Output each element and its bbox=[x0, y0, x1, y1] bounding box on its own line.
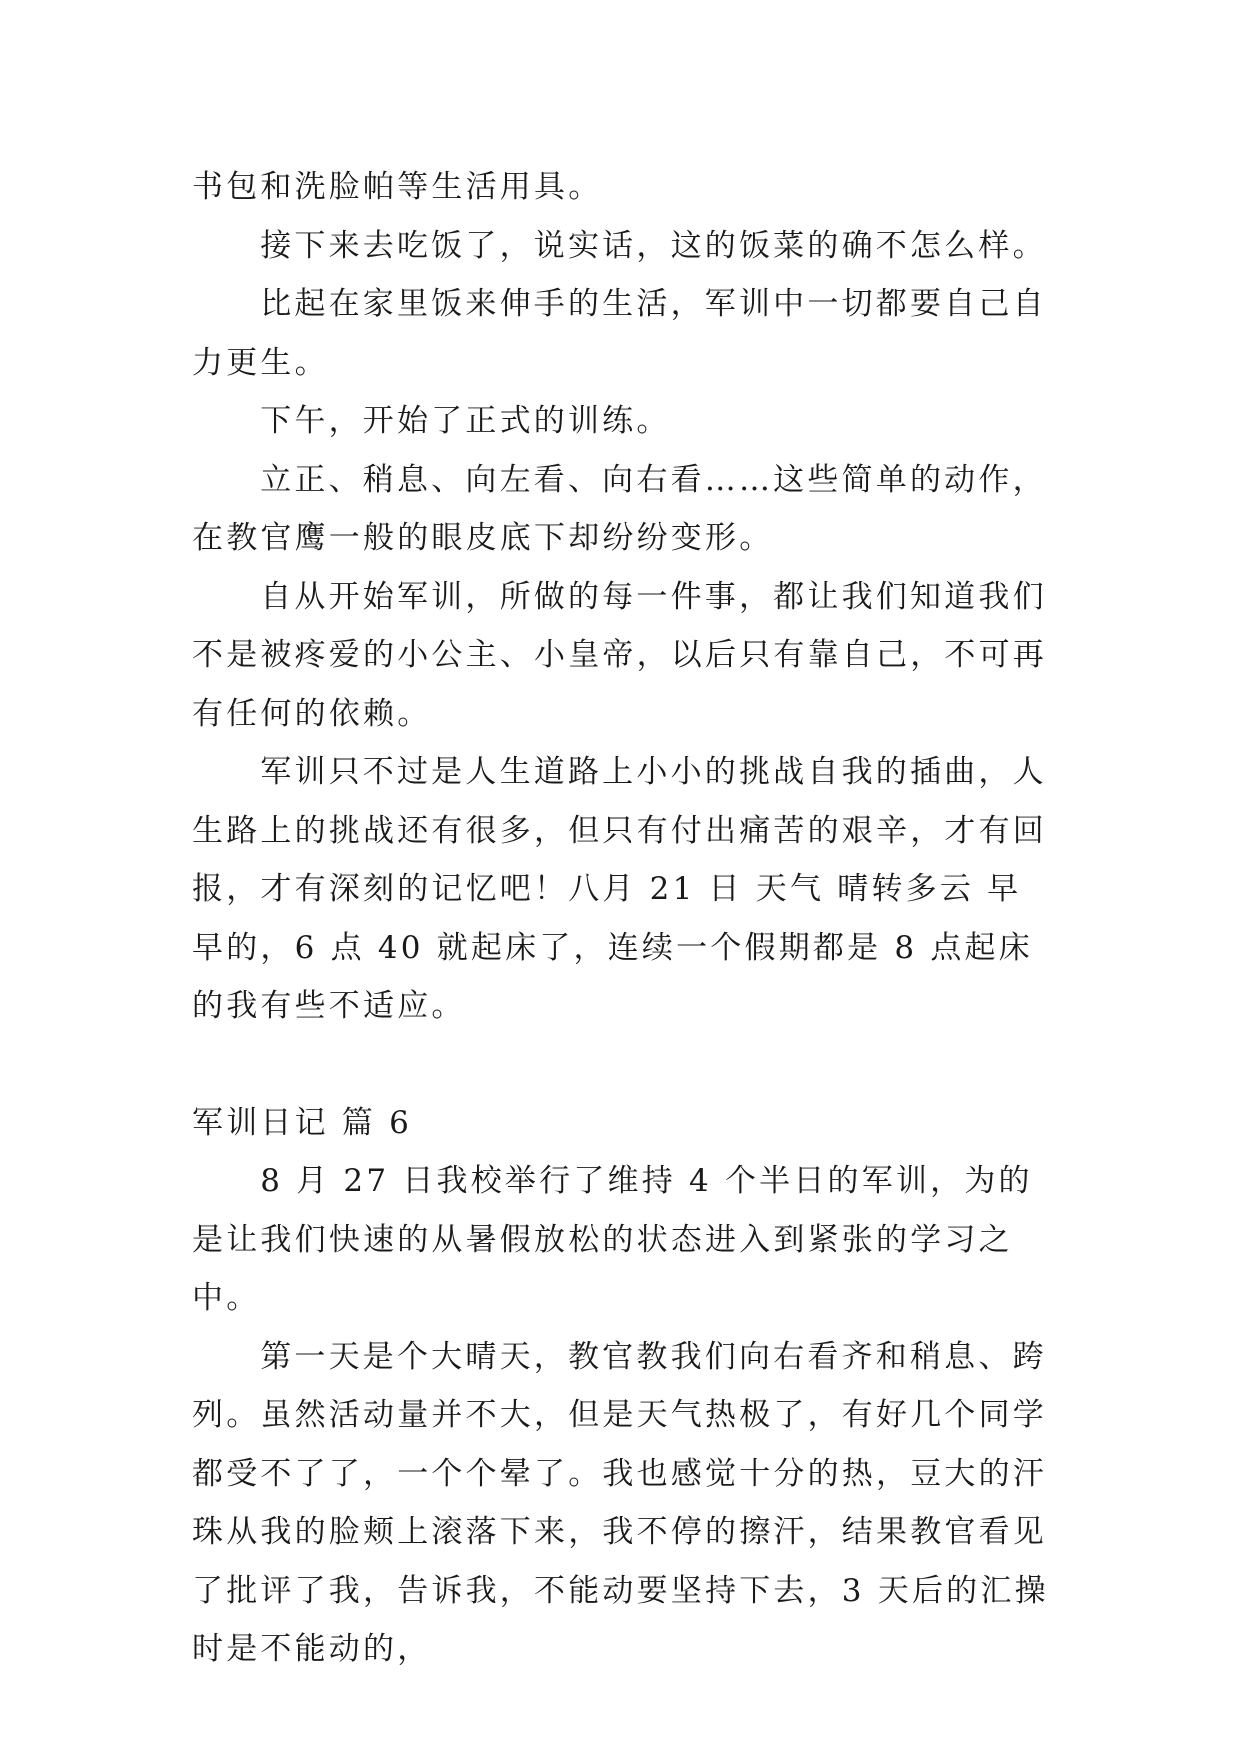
section-gap bbox=[192, 1036, 1052, 1094]
section-heading: 军训日记 篇 6 bbox=[192, 1104, 413, 1141]
paragraph: 书包和洗脸帕等生活用具。 bbox=[192, 169, 603, 205]
paragraph: 8 月 27 日我校举行了维持 4 个半日的军训，为的是让我们快速的从暑假放松的状态进入到紧张的学习之中。 bbox=[192, 1163, 1033, 1316]
paragraph: 下午，开始了正式的训练。 bbox=[260, 403, 671, 439]
document-body bbox=[192, 158, 1052, 1679]
paragraph-group-before bbox=[192, 158, 1052, 1036]
paragraph: 立正、稍息、向左看、向右看……这些简单的动作，在教官鹰一般的眼皮底下却纷纷变形。 bbox=[192, 461, 1047, 556]
paragraph-group-after bbox=[192, 1152, 1052, 1679]
paragraph: 军训只不过是人生道路上小小的挑战自我的插曲，人生路上的挑战还有很多，但只有付出痛苦的艰辛，才有回报，才有深刻的记忆吧！八月 21 日 天气 晴转多云 早早的，6 点 40 就起床了，连续一个假期都是 8 点起床的我有些不适应。 bbox=[192, 754, 1047, 1024]
paragraph: 第一天是个大晴天，教官教我们向右看齐和稍息、跨列。虽然活动量并不大，但是天气热极了，有好几个同学都受不了了，一个个晕了。我也感觉十分的热，豆大的汗珠从我的脸颊上滚落下来，我不停的擦汗，结果教官看见了批评了我，告诉我，不能动要坚持下去，3 天后的汇操时是不能动的， bbox=[192, 1338, 1049, 1667]
paragraph: 比起在家里饭来伸手的生活，军训中一切都要自己自力更生。 bbox=[192, 286, 1047, 381]
paragraph: 接下来去吃饭了，说实话，这的饭菜的确不怎么样。 bbox=[260, 227, 1047, 264]
paragraph: 自从开始军训，所做的每一件事，都让我们知道我们不是被疼爱的小公主、小皇帝，以后只有靠自己，不可再有任何的依赖。 bbox=[192, 578, 1047, 732]
